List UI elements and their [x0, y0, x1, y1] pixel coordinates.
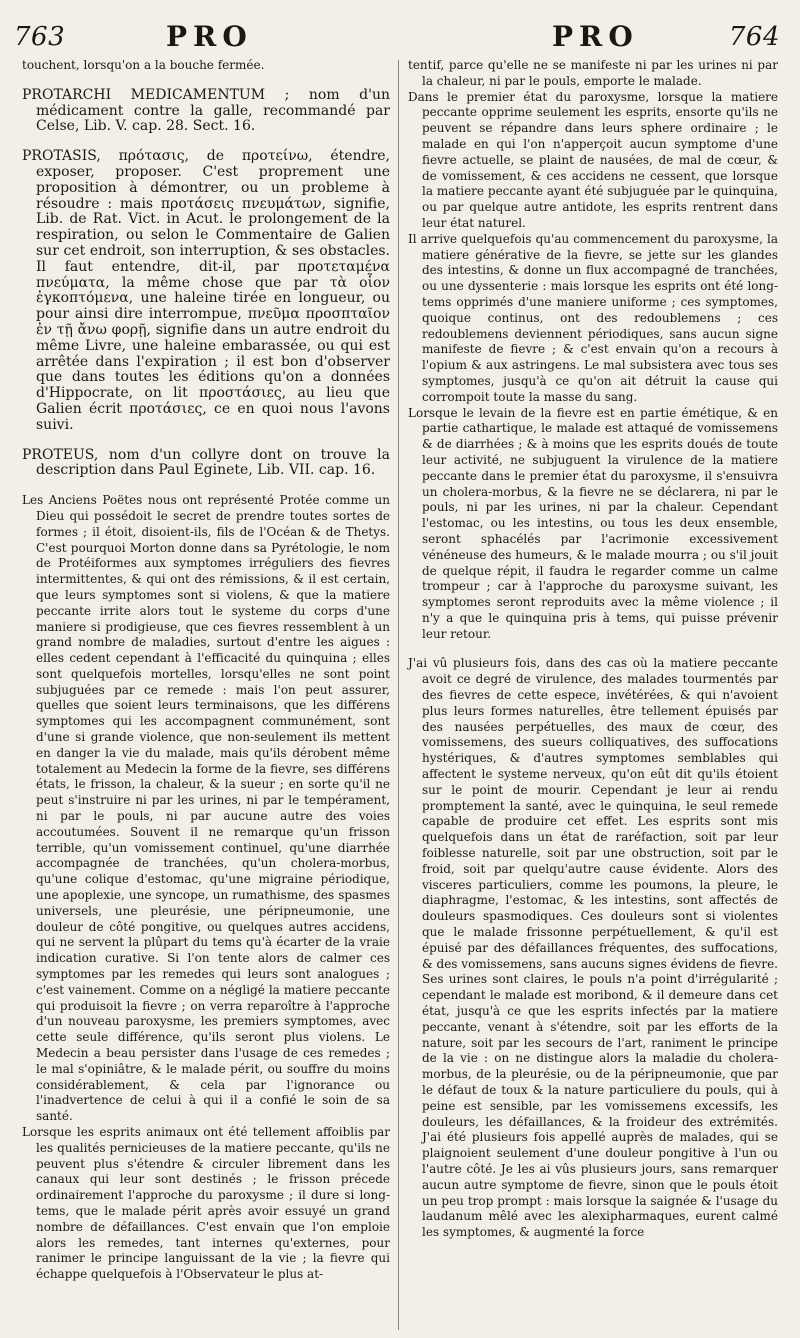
paragraph-il-arrive: Il arrive quelquefois qu'au commencement du paroxysme, la matiere générative de la fievre, se jette sur les glandes des intestins, & donne un flux accompagné de tranchées, ou une dyssenterie : mais lorsque les esprits ont été long-tems opprimés d'une maniere uniforme ; ces symptomes, quoique continus, ont des redoublemens ; ces redoublemens deviennent périodiques, sans aucun signe manifeste de fievre ; & c'est envain qu'on a recours à l'opium & aux astringens. Le mal subsistera avec tous ses symptomes, jusqu'à ce qu'on ait détruit la cause qui corrompoit toute la masse du sang.: [408, 231, 778, 404]
entry-protarchi: PROTARCHI MEDICAMENTUM ; nom d'un médicament contre la galle, recommandé par Celse, Lib. V. cap. 28. Sect. 16.: [22, 86, 390, 135]
right-running-head: PRO: [552, 20, 639, 53]
left-running-head: PRO: [166, 20, 253, 53]
entry-proteus: PROTEUS, nom d'un collyre dont on trouve la description dans Paul Eginete, Lib. VII. cap. 16.: [22, 446, 390, 479]
right-column: [408, 58, 778, 1241]
right-page-number: 764: [728, 22, 780, 52]
left-column: [22, 58, 390, 1283]
column-divider: [398, 60, 399, 1330]
paragraph-continuation: touchent, lorsqu'on a la bouche fermée.: [22, 58, 265, 72]
entry-protasis: PROTASIS, πρότασις, de προτείνω, étendre, exposer, proposer. C'est proprement une proposition à démontrer, ou un probleme à résoudre : mais προτάσεις πνευμάτων, signifie, Lib. de Rat. Vict. in Acut. le prolongement de la respiration, ou selon le Commentaire de Galien sur cet endroit, son interruption, & ses obstacles. Il faut entendre, dit-il, par προτεταμένα πνεύματα, la même chose que par τὰ οἷον ἐγκοπτόμενα, une haleine tirée en longueur, ou pour ainsi dire interrompue, πνεῦμα προσπταῖον ἐν τῇ ἄνω φορῇ, signifie dans un autre endroit du même Livre, une haleine embarassée, ou qui est arrêtée dans l'expiration ; il est bon d'observer que dans toutes les éditions qu'on a données d'Hippocrate, on lit προστάσιες, au lieu que Galien écrit προτάσιες, ce en quoi nous l'avons suivi.: [22, 148, 390, 433]
paragraph-continuation-right: tentif, parce qu'elle ne se manifeste ni par les urines ni par la chaleur, ni par le pouls, emporte le malade.: [408, 58, 778, 88]
paragraph-jai-vu: J'ai vû plusieurs fois, dans des cas où la matiere peccante avoit ce degré de virulence, des malades tourmentés par des fievres de cette espece, invétérées, & qui n'avoient plus leurs formes naturelles, être tellement épuisés par des nausées perpétuelles, des maux de cœur, des vomissemens, des sueurs colliquatives, des suffocations hystériques, & d'autres symptomes semblables qui affectent le systeme nerveux, qu'on eût dit qu'ils étoient sur le point de mourir. Cependant je leur ai rendu promptement la santé, avec le quinquina, le seul remede capable de produire cet effet. Les esprits sont mis quelquefois dans un état de raréfaction, soit par leur foiblesse naturelle, soit par une obstruction, soit par le froid, soit par quelqu'autre cause évidente. Alors des visceres particuliers, comme les poumons, la pleure, le diaphragme, l'estomac, & les intestins, sont affectés de douleurs spasmodiques. Ces douleurs sont si violentes que le malade frissonne perpétuellement, & qu'il est épuisé par des défaillances fréquentes, des suffocations, & des vomissemens, sans aucuns signes évidens de fievre. Ses urines sont claires, le pouls n'a point d'irrégularité ; cependant le malade est moribond, & il demeure dans cet état, jusqu'à ce que les esprits infectés par la matiere peccante, venant à s'étendre, soit par les efforts de la nature, soit par les secours de l'art, raniment le principe de la vie : on ne distingue alors la maladie du cholera-morbus, de la pleurésie, ou de la péripneumonie, que par le défaut de toux & la nature particuliere du pouls, qui à peine est sensible, par les vomissemens excessifs, les douleurs, les défaillances, & la froideur des extrémités. J'ai été plusieurs fois appellé auprès de malades, qui se plaignoient seulement d'une douleur pongitive à l'un ou l'autre côté. Je les ai vûs plusieurs jours, sans remarquer aucun autre symptome de fievre, sinon que le pouls étoit un peu trop prompt : mais lorsque la saignée & l'usage du laudanum mêlé avec les alexipharmaques, eurent calmé les symptomes, & augmenté la force: [408, 656, 778, 1240]
left-page-number: 763: [14, 22, 66, 52]
paragraph-esprits-animaux: Lorsque les esprits animaux ont été tellement affoiblis par les qualités pernicieuses de la matiere peccante, qu'ils ne peuvent plus s'étendre & circuler librement dans les canaux qui leur sont destinés ; le frisson précede ordinairement l'approche du paroxysme ; il dure si long-tems, que le malade périt après avoir essuyé un grand nombre de défaillances. C'est envain que l'on emploie alors les remedes, tant internes qu'externes, pour ranimer le principe languissant de la vie ; la fievre qui échappe quelquefois à l'Observateur le plus at-: [22, 1125, 390, 1282]
paragraph-premier-etat: Dans le premier état du paroxysme, lorsque la matiere peccante opprime seulement les esprits, ensorte qu'ils ne peuvent se répandre dans leurs sphere ordinaire ; le malade en qui l'on n'apperçoit aucun symptome d'une fievre actuelle, se plaint de nausées, de mal de cœur, & de vomissement, & ces accidens ne cessent, que lorsque la matiere peccante ayant été subjuguée par le quinquina, ou par quelque autre antidote, les esprits rentrent dans leur état naturel.: [408, 89, 778, 230]
paragraph-proteus-poets: Les Anciens Poëtes nous ont représenté Protée comme un Dieu qui possédoit le secret de prendre toutes sortes de formes ; il étoit, disoient-ils, fils de l'Océan & de Thetys. C'est pourquoi Morton donne dans sa Pyrétologie, le nom de Protéiformes aux symptomes irréguliers des fievres intermittentes, & qui ont des rémissions, & il est certain, que leurs symptomes sont si violens, & que la matiere peccante irrite alors tout le systeme du corps d'une maniere si prodigieuse, que ces fievres ressemblent à un grand nombre de maladies, surtout d'entre les aigues : elles cedent cependant à l'efficacité du quinquina ; elles sont quelquefois mortelles, lorsqu'elles ne sont point subjuguées par ce remede : mais l'on peut assurer, quelles que soient leurs terminaisons, que les différens symptomes qui les accompagnent communément, sont d'une si grande violence, que non-seulement ils mettent en danger la vie du malade, mais qu'ils dérobent même totalement au Medecin la forme de la fievre, ses différens états, le frisson, la chaleur, & la sueur ; en sorte qu'il ne peut s'instruire ni par les urines, ni par le tempérament, ni par le pouls, ni par aucune autre des voies accoutumées. Souvent il ne remarque qu'un frisson terrible, qu'un vomissement continuel, qu'une diarrhée accompagnée de tranchées, qu'un cholera-morbus, qu'une colique d'estomac, qu'une migraine périodique, une apoplexie, une syncope, un rumathisme, des spasmes universels, une pleurésie, une péripneumonie, une douleur de côté pongitive, ou quelques autres accidens, qui ne servent la plûpart du tems qu'à écarter de la vraie indication curative. Si l'on tente alors de calmer ces symptomes par les remedes qui leurs sont analogues ; c'est vainement. Comme on a négligé la matiere peccante qui produisoit la fievre ; on verra reparoître à l'approche d'un nouveau paroxysme, les premiers symptomes, avec cette seule différence, qu'ils seront plus violens. Le Medecin a beau persister dans l'usage de ces remedes ; le mal s'opiniâtre, & le malade périt, ou souffre du moins considérablement, & cela par l'ignorance ou l'inadvertence de celui à qui il a confié le soin de sa santé.: [22, 493, 390, 1124]
paragraph-levain: Lorsque le levain de la fievre est en partie émétique, & en partie cathartique, le malade est attaqué de vomissemens & de diarrhées ; & à moins que les esprits doués de toute leur activité, ne subjuguent la virulence de la matiere peccante dans le premier état du paroxysme, il s'ensuivra un cholera-morbus, & la fievre ne se déclarera, ni par le pouls, ni par les urines, ni par la chaleur. Cependant l'estomac, ou les intestins, ou tous les deux ensemble, seront sphacélés par l'acrimonie excessivement vénéneuse des humeurs, & le malade mourra ; ou s'il jouit de quelque répit, il faudra le regarder comme un calme trompeur ; car à l'approche du paroxysme suivant, les symptomes seront reproduits avec la même violence ; il n'y a que le quinquina pris à tems, qui puisse prévenir leur retour.: [408, 405, 778, 641]
